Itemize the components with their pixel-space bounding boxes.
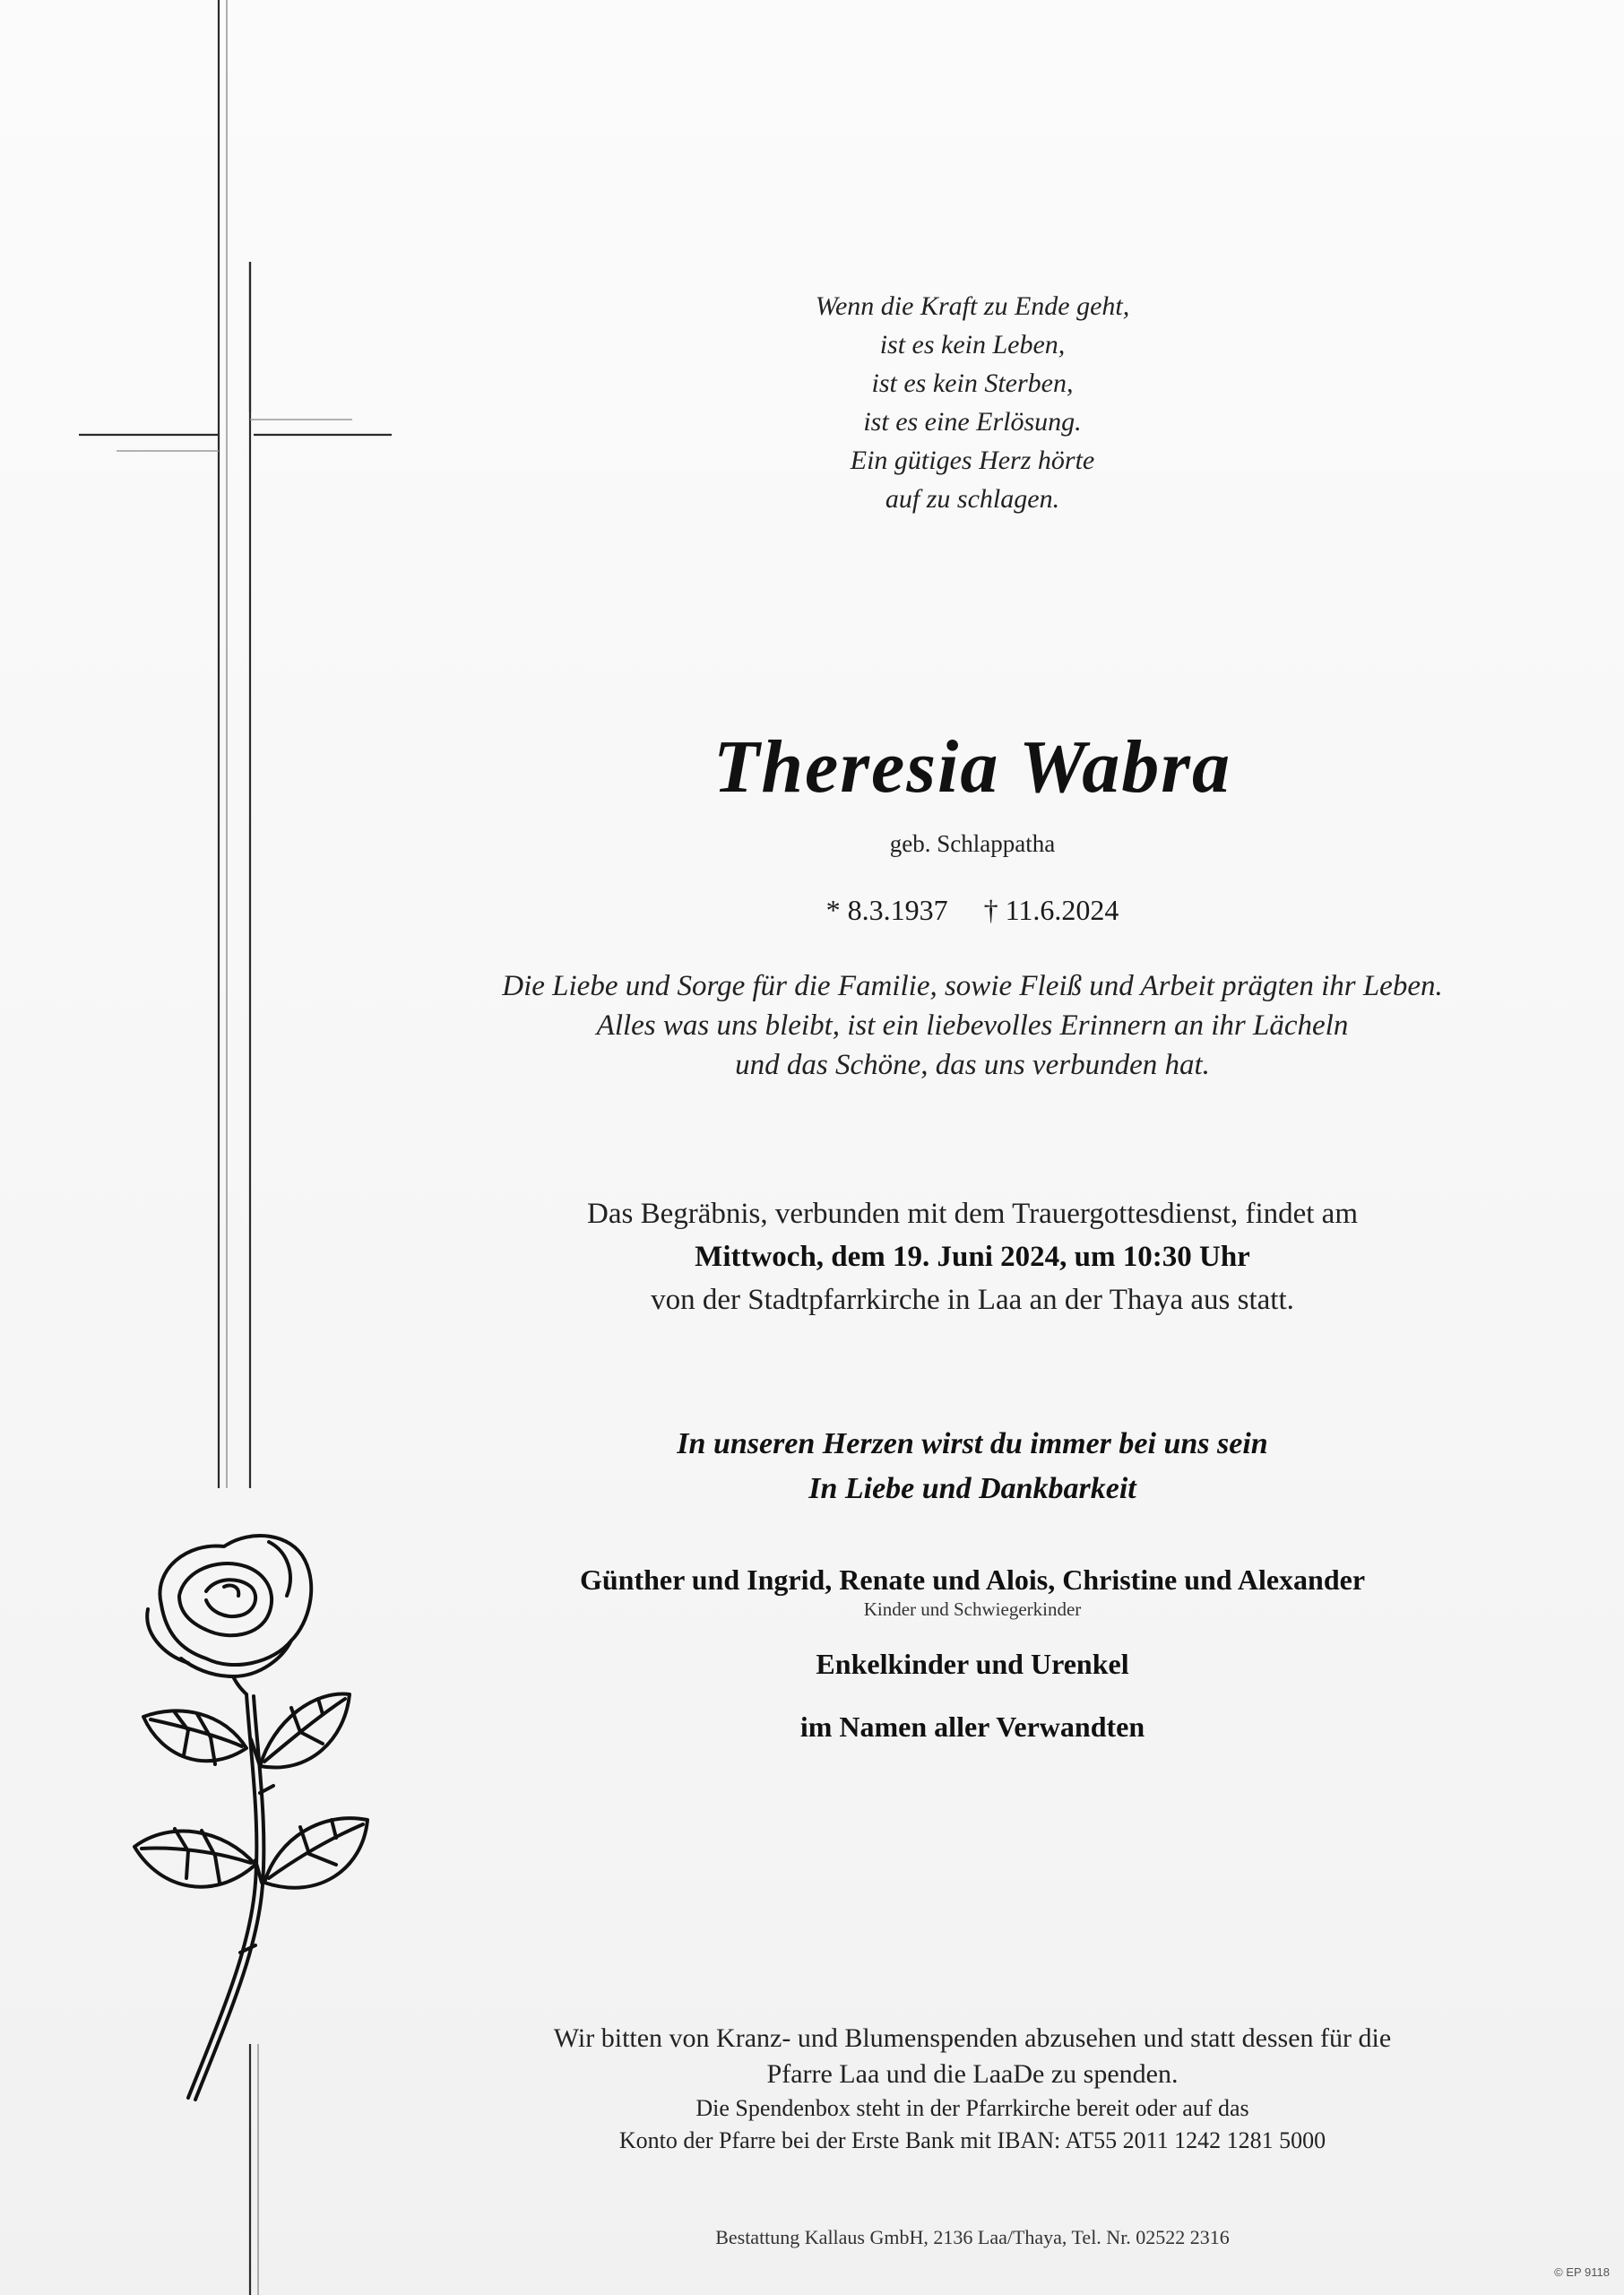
funeral-info: [484, 1192, 1461, 1321]
donation-line: Wir bitten von Kranz- und Blumenspenden abzusehen und statt dessen für die: [553, 2023, 1392, 2053]
motto-line: In Liebe und Dankbarkeit: [808, 1472, 1136, 1505]
grandchildren: Enkelkinder und Urenkel: [816, 1648, 1129, 1680]
poem-line: ist es kein Sterben,: [871, 368, 1074, 398]
birth-name: geb. Schlappatha: [889, 830, 1056, 857]
donation-line: Pfarre Laa und die LaaDe zu spenden.: [766, 2059, 1179, 2089]
donation-line: Die Spendenbox steht in der Pfarrkirche bereit oder auf das: [695, 2095, 1249, 2121]
donation-request: [484, 2021, 1461, 2157]
poem-line: ist es eine Erlösung.: [863, 407, 1082, 437]
children-note: Kinder und Schwiegerkinder: [863, 1598, 1082, 1620]
funeral-place: von der Stadtpfarrkirche in Laa an der Thaya aus statt.: [651, 1284, 1294, 1316]
relatives: im Namen aller Verwandten: [799, 1710, 1145, 1743]
poem-line: auf zu schlagen.: [885, 484, 1060, 514]
tribute-line: Die Liebe und Sorge für die Familie, sowie Fleiß und Arbeit prägten ihr Leben.: [502, 970, 1443, 1002]
poem: [484, 287, 1461, 518]
tribute-line: und das Schöne, das uns verbunden hat.: [735, 1049, 1210, 1081]
deceased-name: Theresia Wabra: [713, 725, 1231, 809]
funeral-datetime: Mittwoch, dem 19. Juni 2024, um 10:30 Uhr: [695, 1241, 1250, 1273]
undertaker-info: Bestattung Kallaus GmbH, 2136 Laa/Thaya, Tel. Nr. 02522 2316: [715, 2226, 1230, 2248]
tribute-line: Alles was uns bleibt, ist ein liebevolles Erinnern an ihr Lächeln: [596, 1009, 1349, 1042]
motto: [484, 1422, 1461, 1511]
motto-line: In unseren Herzen wirst du immer bei uns sein: [677, 1427, 1268, 1460]
poem-line: Ein gütiges Herz hörte: [850, 446, 1095, 475]
poem-line: ist es kein Leben,: [879, 330, 1066, 359]
mourners: [484, 1562, 1461, 1745]
poem-line: Wenn die Kraft zu Ende geht,: [815, 291, 1130, 321]
death-date: † 11.6.2024: [983, 894, 1119, 926]
life-dates: [484, 892, 1461, 928]
birth-date: * 8.3.1937: [825, 894, 948, 926]
children-names: Günther und Ingrid, Renate und Alois, Christine und Alexander: [579, 1563, 1366, 1596]
funeral-intro: Das Begräbnis, verbunden mit dem Trauergottesdienst, findet am: [587, 1198, 1358, 1230]
print-code: © EP 9118: [1554, 2265, 1610, 2279]
donation-line: Konto der Pfarre bei der Erste Bank mit IBAN: AT55 2011 1242 1281 5000: [618, 2127, 1326, 2153]
tribute-text: [484, 966, 1461, 1085]
rose-icon: [125, 1524, 412, 2107]
